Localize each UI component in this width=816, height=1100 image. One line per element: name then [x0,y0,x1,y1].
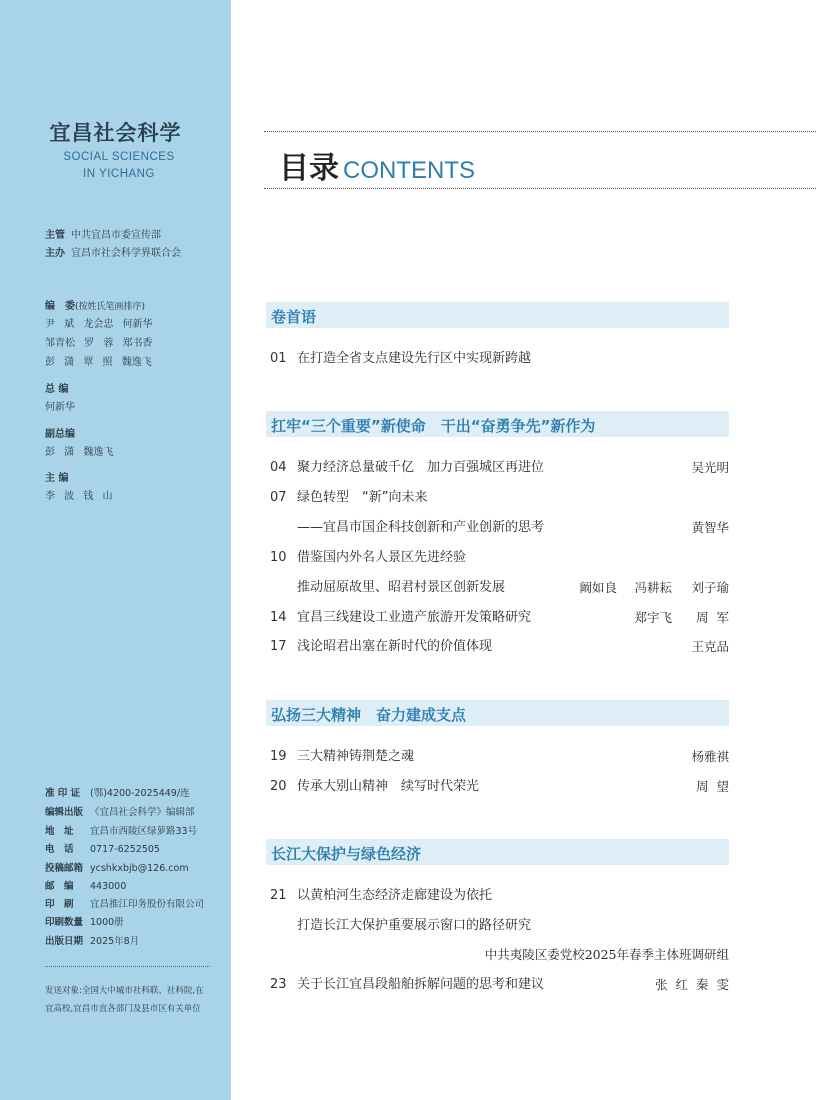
entry-title: 聚力经济总量破千亿 加力百强城区再进位 [297,460,545,475]
pub-value: 宜昌推江印务股份有限公司 [90,899,205,910]
entry-page: 20 [270,779,287,794]
magazine-title-en-line1: SOCIAL SCIENCES [63,151,175,163]
editorial-board-note: (按姓氏笔画排序) [75,302,146,312]
magazine-title-en-line2: IN YICHANG [83,168,155,180]
heading-bottom-divider [264,188,816,189]
toc-heading-en: CONTENTS [343,157,475,184]
chief-editor-label [45,384,74,396]
pub-row-date [45,936,139,948]
pub-label: 地 址 [45,826,74,837]
toc-entry[interactable] [270,608,729,628]
board-line-2: 邹青松 罗 蓉 郑书香 [45,338,153,349]
pub-value: (鄂)4200-2025449/连 [90,788,190,799]
toc-heading [279,143,475,187]
entry-page: 17 [270,639,287,654]
pub-row-permit [45,788,190,800]
entry-title: 关于长江宜昌段船舶拆解问题的思考和建议 [297,977,545,992]
section-title: 弘扬三大精神 奋力建成支点 [271,706,467,724]
toc-entry[interactable] [270,349,729,369]
editorial-board-heading [45,301,145,313]
pub-row-phone [45,844,160,856]
pub-value: 2025年8月 [90,936,140,947]
section-bar [266,839,729,865]
editor-label [45,473,74,485]
toc-entry[interactable] [270,747,729,767]
entry-page: 07 [270,490,287,505]
entry-page: 04 [270,460,287,475]
entry-page: 10 [270,550,287,565]
toc-entry-subtitle[interactable] [270,916,729,936]
sidebar-divider [45,966,210,967]
toc-entry[interactable] [270,975,729,995]
entry-author: 吴光明 [691,460,729,475]
pub-row-postcode [45,881,126,893]
toc-entry[interactable] [270,777,729,797]
deputy-editor-label [45,429,81,441]
sponsor-row [45,248,181,260]
chief-editor-label-text: 总 编 [45,384,69,395]
supervisor-label: 主管 [45,230,65,241]
pub-label: 投稿邮箱 [45,863,84,874]
editorial-board-label: 编 委 [45,301,75,312]
entry-author: 阚如良 [579,580,617,595]
pub-label: 电 话 [45,844,74,855]
pub-value: 0717-6252505 [90,844,160,855]
entry-page: 01 [270,351,287,366]
pub-value: 《宜昌社会科学》编辑部 [90,807,195,818]
entry-page: 14 [270,610,287,625]
toc-entry[interactable] [270,458,729,478]
sidebar [0,0,231,1100]
entry-author: 周 军 [696,610,729,625]
editor-names: 李 波 钱 山 [45,491,113,502]
pub-value: 宜昌市西陵区绿萝路33号 [90,826,198,837]
entry-title: 三大精神铸荆楚之魂 [297,749,415,764]
pub-label: 编辑出版 [45,807,84,818]
entry-page: 23 [270,977,287,992]
entry-subtitle: 打造长江大保护重要展示窗口的路径研究 [297,918,532,933]
entry-subtitle: ——宜昌市国企科技创新和产业创新的思考 [297,520,545,535]
supervisor-row [45,230,161,242]
entry-author: 周 望 [696,779,729,794]
toc-entry-author-line[interactable] [270,945,729,965]
pub-value: 1000册 [90,917,124,928]
entry-title: 宜昌三线建设工业遗产旅游开发策略研究 [297,610,532,625]
entry-title: 传承大别山精神 续写时代荣光 [297,779,480,794]
pub-row-editor [45,807,195,819]
section-bar [266,700,729,726]
toc-entry[interactable] [270,548,729,568]
entry-author: 郑宇飞 [634,610,672,625]
deputy-editor-names: 彭 潇 魏逸飞 [45,447,114,458]
editor-label-text: 主 编 [45,473,69,484]
entry-author: 王克品 [691,639,729,654]
entry-author: 黄智华 [691,520,729,535]
pub-row-printer [45,899,204,911]
entry-author-org: 中共夷陵区委党校2025年春季主体班调研组 [484,947,729,962]
toc-entry[interactable] [270,488,729,508]
chief-editor-name: 何新华 [45,402,75,413]
pub-row-email [45,863,189,875]
pub-label: 准 印 证 [45,788,81,799]
pub-row-print-run [45,917,124,929]
entry-author: 冯耕耘 [634,580,672,595]
pub-value: 443000 [90,881,127,892]
board-line-3: 彭 潇 覃 照 魏逸飞 [45,357,152,368]
board-line-1: 尹 斌 龙会忠 何新华 [45,319,153,330]
entry-page: 21 [270,888,287,903]
pub-label: 邮 编 [45,881,74,892]
entry-page: 19 [270,749,287,764]
entry-title: 借鉴国内外名人景区先进经验 [297,550,467,565]
entry-title: 在打造全省支点建设先行区中实现新跨越 [297,351,532,366]
toc-entry[interactable] [270,886,729,906]
deputy-editor-label-text: 副总编 [45,429,75,440]
pub-label: 印刷数量 [45,917,84,928]
section-title: 扛牢“三个重要”新使命 干出“奋勇争先”新作为 [271,417,596,435]
sponsor-value: 宜昌市社会科学界联合会 [71,248,181,259]
sponsor-label: 主办 [45,248,65,259]
pub-label: 印 刷 [45,899,74,910]
entry-title: 浅论昭君出塞在新时代的价值体现 [297,639,493,654]
entry-author: 杨雅祺 [691,749,729,764]
toc-heading-cn: 目录 [279,151,339,186]
entry-author: 张 红 秦 雯 [655,977,729,992]
entry-title: 以黄柏河生态经济走廊建设为依托 [297,888,493,903]
pub-row-address [45,826,197,838]
distribution-line-2: 宜高校,宜昌市直各部门及县市区有关单位 [45,1004,201,1014]
section-bar [266,302,729,328]
entry-author: 刘子瑜 [691,580,729,595]
entry-title: 绿色转型 “新”向未来 [297,490,428,505]
toc-entry-subtitle[interactable] [270,578,729,598]
entry-subtitle: 推动屈原故里、昭君村景区创新发展 [297,580,506,595]
section-bar [266,411,729,437]
magazine-title: 宜昌社会科学 [49,120,182,145]
toc-entry-subtitle[interactable] [270,518,729,538]
supervisor-value: 中共宜昌市委宣传部 [71,230,161,241]
section-title: 长江大保护与绿色经济 [271,845,422,863]
distribution-line-1: 发送对象:全国大中城市社科联、社科院,在 [45,986,204,996]
pub-label: 出版日期 [45,936,84,947]
heading-top-divider [264,131,816,132]
toc-entry[interactable] [270,637,729,657]
pub-value: ycshkxbjb@126.com [90,863,189,874]
section-title: 卷首语 [271,308,317,326]
